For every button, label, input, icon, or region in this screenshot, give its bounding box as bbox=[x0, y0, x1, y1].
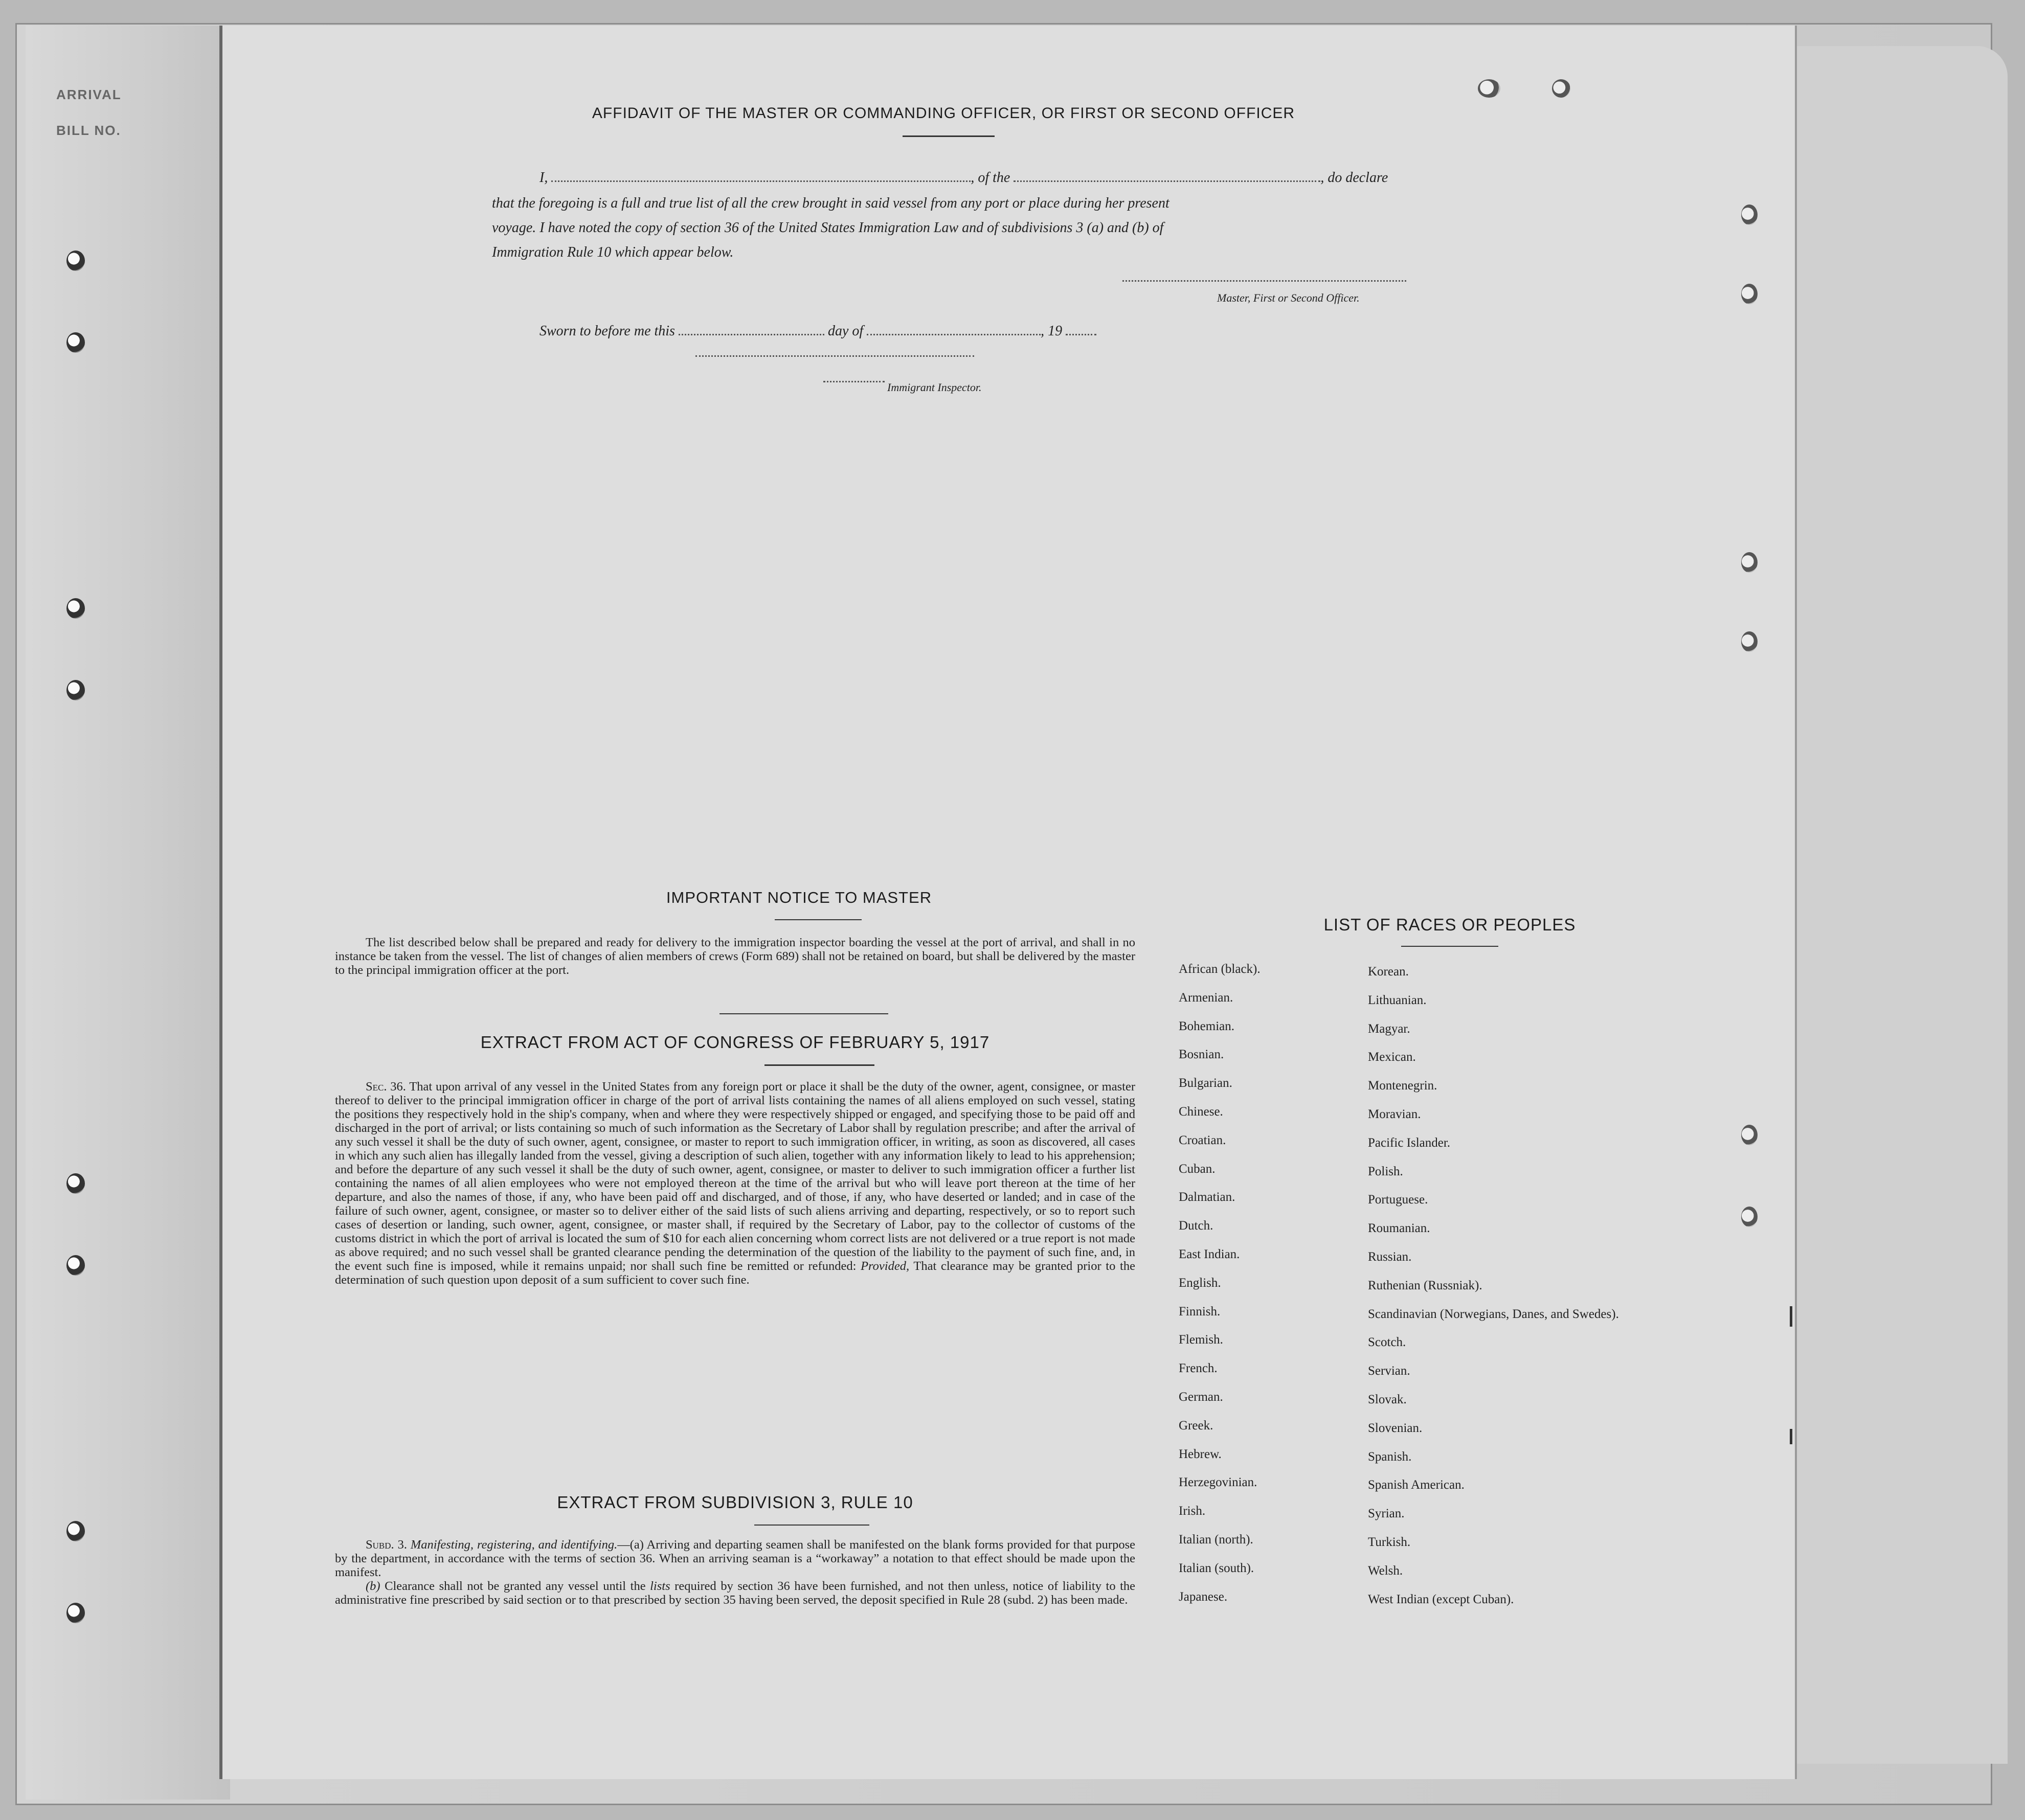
races-right-column bbox=[1368, 965, 1654, 1621]
declaration-line-4: Immigration Rule 10 which appear below. bbox=[492, 244, 734, 260]
declaration-do-declare: , do declare bbox=[1320, 170, 1388, 186]
punch-hole-left bbox=[66, 598, 85, 619]
race-item: Montenegrin. bbox=[1368, 1079, 1437, 1093]
punch-hole-left bbox=[66, 251, 85, 271]
punch-hole-right bbox=[1741, 1207, 1758, 1227]
race-item: Flemish. bbox=[1179, 1333, 1223, 1347]
punch-hole-left bbox=[66, 1603, 85, 1623]
race-item: Greek. bbox=[1179, 1418, 1213, 1432]
race-item: African (black). bbox=[1179, 962, 1261, 976]
race-item: Russian. bbox=[1368, 1249, 1412, 1264]
race-item: Welsh. bbox=[1368, 1563, 1403, 1578]
affidavit-page bbox=[222, 26, 1795, 1779]
name-blank[interactable] bbox=[551, 180, 971, 182]
race-item: Spanish. bbox=[1368, 1449, 1412, 1464]
notice-text: The list described below shall be prepared and ready for delivery to the immigration inspector boarding the vessel at the port of arrival, and shall in no instance be taken from the vessel. The list of changes of alien members of crews (Form 689) shall not be retained on board, but shall be delivered by the master to the principal immigration officer at the port. bbox=[335, 936, 1135, 977]
race-item: Slovak. bbox=[1368, 1392, 1407, 1406]
edge-mark bbox=[1790, 1306, 1792, 1327]
race-item: Roumanian. bbox=[1368, 1221, 1430, 1236]
stamp-bill-no: BILL NO. bbox=[56, 123, 121, 138]
race-item: Cuban. bbox=[1179, 1162, 1216, 1176]
punch-hole-left bbox=[66, 1173, 85, 1194]
race-item: Pacific Islander. bbox=[1368, 1135, 1451, 1150]
race-item: German. bbox=[1179, 1390, 1223, 1404]
vessel-blank[interactable] bbox=[1014, 180, 1320, 182]
year-blank[interactable] bbox=[1066, 334, 1096, 335]
race-item: Bosnian. bbox=[1179, 1048, 1224, 1062]
sworn-text: Sworn to before me this bbox=[539, 323, 675, 339]
declaration-i: I, bbox=[539, 170, 548, 186]
declaration-line-2: that the foregoing is a full and true list of all the crew brought in said vessel from any port or place during her present bbox=[492, 195, 1169, 211]
left-binding-strip bbox=[26, 26, 230, 1800]
punch-hole-left bbox=[66, 1521, 85, 1541]
race-item: Dutch. bbox=[1179, 1219, 1213, 1233]
punch-hole-right bbox=[1741, 284, 1758, 304]
under-sheet bbox=[1764, 46, 2008, 1764]
inspector-dots bbox=[823, 381, 885, 382]
signature-blank[interactable] bbox=[1122, 280, 1406, 282]
races-left-column bbox=[1179, 963, 1363, 1619]
race-item: Bohemian. bbox=[1179, 1019, 1235, 1033]
race-item: Scandinavian (Norwegians, Danes, and Swedes). bbox=[1368, 1307, 1619, 1321]
race-item: Croatian. bbox=[1179, 1133, 1226, 1147]
race-item: English. bbox=[1179, 1276, 1221, 1290]
race-item: Spanish American. bbox=[1368, 1478, 1465, 1492]
day-blank[interactable] bbox=[679, 334, 824, 335]
inspector-label: Immigrant Inspector. bbox=[887, 381, 982, 394]
inspector-blank[interactable] bbox=[695, 355, 974, 357]
sec-36-label: Sec. 36. bbox=[366, 1080, 406, 1094]
declaration-line-1 bbox=[501, 166, 1652, 190]
race-item: Turkish. bbox=[1368, 1535, 1411, 1549]
punch-hole-top bbox=[1552, 79, 1570, 98]
punch-hole-right bbox=[1741, 204, 1758, 225]
race-item: Dalmatian. bbox=[1179, 1190, 1235, 1204]
sworn-line bbox=[539, 320, 1383, 343]
act-title: EXTRACT FROM ACT OF CONGRESS OF FEBRUARY 5, 1917 bbox=[480, 1033, 990, 1052]
race-item: Finnish. bbox=[1179, 1304, 1221, 1318]
act-rule bbox=[764, 1064, 874, 1066]
race-item: Mexican. bbox=[1368, 1050, 1416, 1064]
races-title: LIST OF RACES OR PEOPLES bbox=[1323, 915, 1576, 934]
race-item: French. bbox=[1179, 1361, 1218, 1376]
race-item: Moravian. bbox=[1368, 1107, 1421, 1121]
rule-rule bbox=[754, 1525, 869, 1526]
race-item: West Indian (except Cuban). bbox=[1368, 1592, 1514, 1606]
race-item: Irish. bbox=[1179, 1504, 1206, 1518]
races-rule bbox=[1401, 946, 1498, 947]
punch-hole-top bbox=[1478, 79, 1500, 98]
race-item: Ruthenian (Russniak). bbox=[1368, 1278, 1482, 1292]
stamp-arrival: ARRIVAL bbox=[56, 87, 122, 102]
affidavit-title: AFFIDAVIT OF THE MASTER OR COMMANDING OFFICER, OR FIRST OR SECOND OFFICER bbox=[592, 105, 1295, 122]
race-item: Armenian. bbox=[1179, 990, 1233, 1005]
notice-title: IMPORTANT NOTICE TO MASTER bbox=[666, 889, 932, 906]
race-item: Portuguese. bbox=[1368, 1193, 1428, 1207]
punch-hole-left bbox=[66, 1255, 85, 1276]
declaration-line-3: voyage. I have noted the copy of section 36 of the United States Immigration Law and of subdivisions 3 (a) and (b) of bbox=[492, 220, 1164, 236]
race-item: Italian (north). bbox=[1179, 1532, 1253, 1546]
race-item: Syrian. bbox=[1368, 1507, 1405, 1521]
year-prefix: , 19 bbox=[1041, 323, 1063, 339]
signature-label: Master, First or Second Officer. bbox=[1217, 291, 1360, 304]
notice-separator bbox=[719, 1013, 888, 1014]
race-item: Italian (south). bbox=[1179, 1561, 1254, 1575]
act-text: Sec. 36. That upon arrival of any vessel in the United States from any foreign port or place it shall be the duty of the owner, agent, consignee, or master thereof to deliver to the principal immigration officer in charge of the port of arrival lists containing the names of all aliens employed on such vessel, stating the positions they respectively hold in the ship's company, when and where they were respectively shipped or engaged, and specifying those to be paid off and discharged in the port of arrival; or lists containing so much of such information as the Secretary of Labor shall by regulation prescribe; and after the arrival of any such vessel it shall be the duty of such owner, agent, consignee, or master to report to such immigration officer, in writing, as soon as discovered, all cases in which any such alien has illegally landed from the vessel, giving a description of such alien, together with any information likely to lead to his apprehension; and before the departure of any such vessel it shall be the duty of such owner, agent, consignee, or master to deliver to such immigration officer a further list containing the names of all alien employees who were not employed thereon at the time of the arrival but who will leave port thereon at the time of her departure, and also the names of those, if any, who have been paid off and discharged, and of those, if any, who have deserted or landed; and in case of the failure of such owner, agent, consignee, or master so to deliver either of the said lists of such aliens arriving and departing, respectively, or so to report such cases of desertion or landing, such owner, agent, consignee, or master shall, if required by the Secretary of Labor, pay to the collector of customs of the customs district in which the port of arrival is located the sum of $10 for each alien concerning whom correct lists are not delivered or a true report is not made as above required; and no such vessel shall be granted clearance pending the determination of the question of the liability to the payment of such fine, and, in the event such fine is imposed, while it remains unpaid; nor shall such fine be remitted or refunded: Provided, That clearance may be granted prior to the determination of such question upon deposit of a sum sufficient to cover such fine. bbox=[335, 1080, 1135, 1287]
race-item: Scotch. bbox=[1368, 1335, 1406, 1350]
race-item: Bulgarian. bbox=[1179, 1076, 1232, 1090]
race-item: Servian. bbox=[1368, 1364, 1410, 1378]
race-item: Korean. bbox=[1368, 965, 1409, 979]
month-blank[interactable] bbox=[867, 334, 1041, 335]
title-rule bbox=[903, 135, 995, 137]
race-item: Chinese. bbox=[1179, 1104, 1223, 1119]
rule-title: EXTRACT FROM SUBDIVISION 3, RULE 10 bbox=[557, 1493, 913, 1512]
race-item: East Indian. bbox=[1179, 1247, 1240, 1261]
punch-hole-right bbox=[1741, 552, 1758, 573]
edge-mark bbox=[1790, 1429, 1792, 1444]
race-item: Magyar. bbox=[1368, 1021, 1410, 1036]
punch-hole-right bbox=[1741, 1125, 1758, 1145]
race-item: Japanese. bbox=[1179, 1589, 1228, 1604]
race-item: Herzegovinian. bbox=[1179, 1475, 1257, 1490]
race-item: Slovenian. bbox=[1368, 1421, 1423, 1435]
punch-hole-left bbox=[66, 680, 85, 700]
punch-hole-right bbox=[1741, 631, 1758, 652]
race-item: Lithuanian. bbox=[1368, 993, 1427, 1007]
race-item: Polish. bbox=[1368, 1164, 1403, 1178]
day-of-text: day of bbox=[827, 323, 864, 339]
race-item: Hebrew. bbox=[1179, 1447, 1222, 1461]
notice-rule bbox=[775, 919, 862, 920]
rule-text: Subd. 3. Manifesting, registering, and identifying.—(a) Arriving and departing seamen shall be manifested on the blank forms provided for that purpose by the department, in accordance with the terms of section 36. When an arriving seaman is a “workaway” a notation to that effect should be made upon the manifest. (b) Clearance shall not be granted any vessel until the lists required by section 36 have been furnished, and not then unless, notice of liability to the administrative fine prescribed by said section or to that prescribed by section 35 having been served, the deposit specified in Rule 28 (subd. 2) has been made. bbox=[335, 1538, 1136, 1607]
declaration-of-the: , of the bbox=[971, 170, 1010, 186]
punch-hole-left bbox=[66, 332, 85, 353]
